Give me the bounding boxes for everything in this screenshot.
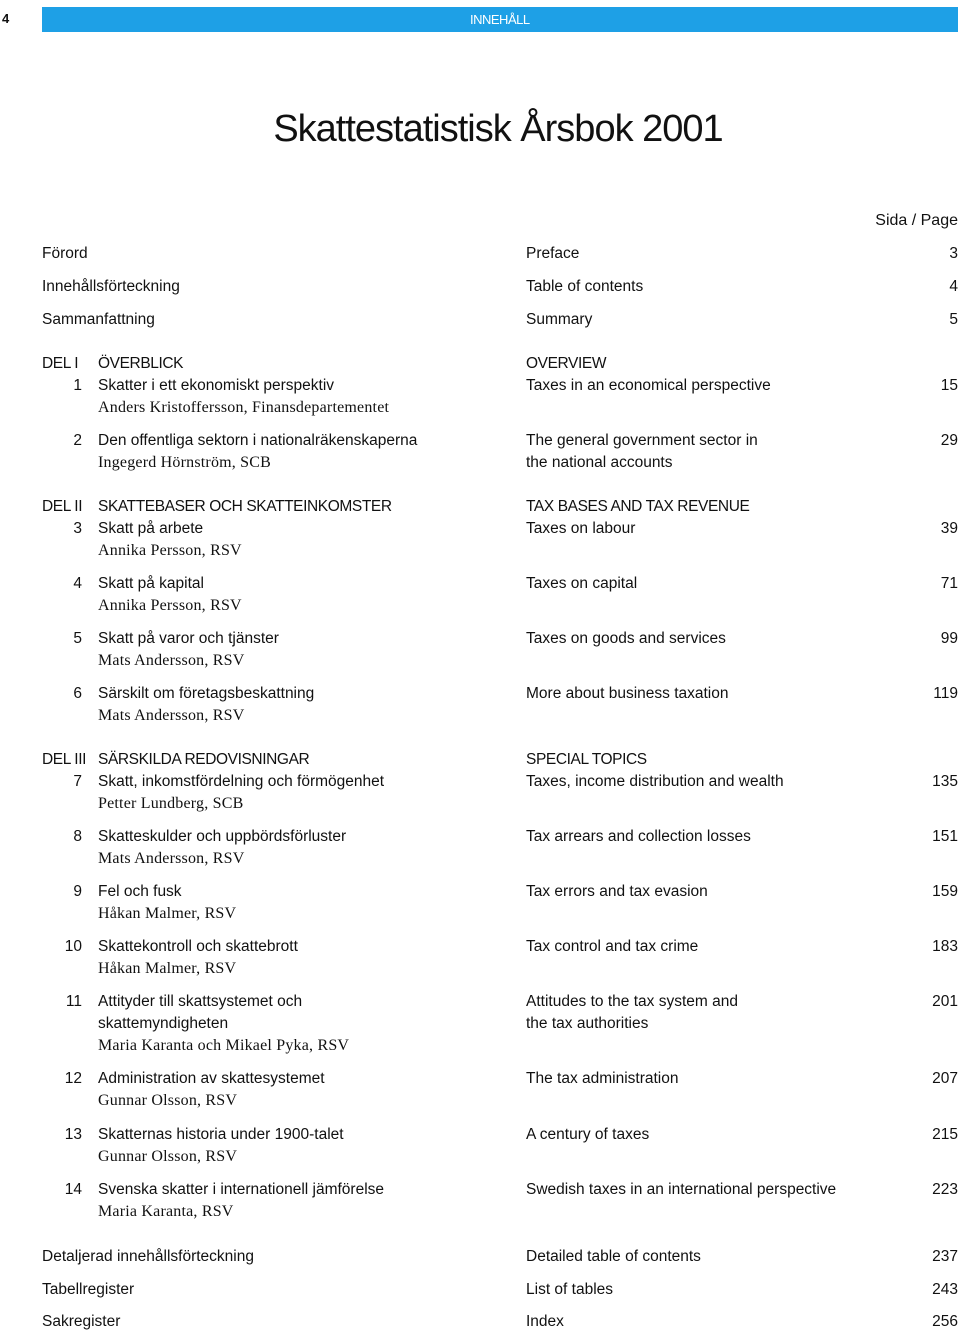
chapter-page: 223 xyxy=(932,1181,958,1198)
toc-page-number: 5 xyxy=(949,311,958,328)
part-label: DEL II xyxy=(42,498,83,515)
toc-entry-sv[interactable]: Tabellregister xyxy=(42,1281,135,1298)
chapter-title-en[interactable]: More about business taxation xyxy=(526,685,729,702)
toc-page-number: 237 xyxy=(932,1248,958,1265)
chapter-title-sv[interactable]: Skatt på varor och tjänster xyxy=(98,630,279,647)
chapter-author: Maria Karanta och Mikael Pyka, RSV xyxy=(98,1037,350,1054)
chapter-title-sv[interactable]: Skattekontroll och skattebrott xyxy=(98,938,298,955)
page-number: 4 xyxy=(2,11,10,26)
part-title-en: SPECIAL TOPICS xyxy=(526,751,647,768)
part-title-sv: SKATTEBASER OCH SKATTEINKOMSTER xyxy=(98,498,392,515)
chapter-author: Petter Lundberg, SCB xyxy=(98,795,244,812)
chapter-page: 201 xyxy=(932,993,958,1010)
chapter-page: 15 xyxy=(940,377,958,394)
chapter-number: 14 xyxy=(64,1181,82,1198)
chapter-page: 29 xyxy=(940,432,958,449)
chapter-page: 39 xyxy=(940,520,958,537)
toc-entry-sv[interactable]: Detaljerad innehållsförteckning xyxy=(42,1248,254,1265)
chapter-page: 151 xyxy=(932,828,958,845)
toc-page-number: 3 xyxy=(949,245,958,262)
toc-entry-sv[interactable]: Innehållsförteckning xyxy=(42,278,180,295)
chapter-title-sv[interactable]: Skatt på arbete xyxy=(98,520,204,537)
chapter-number: 6 xyxy=(73,685,82,702)
part-title-en: OVERVIEW xyxy=(526,355,607,372)
chapter-page: 183 xyxy=(932,938,958,955)
toc-page-number: 4 xyxy=(949,278,958,295)
chapter-author: Mats Andersson, RSV xyxy=(98,652,245,669)
chapter-title-en-cont[interactable]: the tax authorities xyxy=(526,1015,649,1032)
chapter-author: Håkan Malmer, RSV xyxy=(98,905,237,922)
chapter-title-en[interactable]: Tax errors and tax evasion xyxy=(526,883,708,900)
chapter-number: 12 xyxy=(64,1070,82,1087)
chapter-number: 4 xyxy=(73,575,82,592)
chapter-number: 5 xyxy=(73,630,82,647)
toc-entry-en[interactable]: Summary xyxy=(526,311,593,328)
chapter-author: Anders Kristoffersson, Finansdepartementet xyxy=(98,399,390,416)
chapter-title-en-cont[interactable]: the national accounts xyxy=(526,454,673,471)
part-title-sv: ÖVERBLICK xyxy=(98,355,184,372)
chapter-author: Gunnar Olsson, RSV xyxy=(98,1148,238,1165)
chapter-title-en[interactable]: Swedish taxes in an international perspective xyxy=(526,1181,837,1198)
chapter-page: 119 xyxy=(933,685,958,702)
chapter-title-en[interactable]: Tax control and tax crime xyxy=(526,938,699,955)
chapter-title-sv[interactable]: Skatter i ett ekonomiskt perspektiv xyxy=(98,377,335,394)
chapter-title-sv[interactable]: Skatteskulder och uppbördsförluster xyxy=(98,828,347,845)
chapter-page: 207 xyxy=(932,1070,958,1087)
page-title: Skattestatistisk Årsbok 2001 xyxy=(273,108,723,150)
chapter-title-en[interactable]: The general government sector in xyxy=(526,432,758,449)
part-label: DEL I xyxy=(42,355,79,372)
chapter-author: Maria Karanta, RSV xyxy=(98,1203,234,1220)
chapter-title-sv-cont[interactable]: skattemyndigheten xyxy=(98,1015,229,1032)
chapter-title-sv[interactable]: Den offentliga sektorn i nationalräkenskaperna xyxy=(98,432,418,449)
chapter-title-en[interactable]: The tax administration xyxy=(526,1070,679,1087)
toc-page-number: 256 xyxy=(932,1313,958,1330)
chapter-author: Gunnar Olsson, RSV xyxy=(98,1092,238,1109)
chapter-title-en[interactable]: Taxes in an economical perspective xyxy=(526,377,771,394)
chapter-number: 13 xyxy=(64,1126,82,1143)
toc-entry-sv[interactable]: Sakregister xyxy=(42,1313,121,1330)
section-title: INNEHÅLL xyxy=(470,12,530,27)
column-header-page: Sida / Page xyxy=(875,212,958,229)
chapter-author: Annika Persson, RSV xyxy=(98,597,242,614)
chapter-title-en[interactable]: Taxes on labour xyxy=(526,520,636,537)
toc-entry-en[interactable]: Index xyxy=(526,1313,564,1330)
chapter-number: 3 xyxy=(73,520,82,537)
part-title-sv: SÄRSKILDA REDOVISNINGAR xyxy=(98,751,310,768)
chapter-author: Mats Andersson, RSV xyxy=(98,707,245,724)
chapter-number: 10 xyxy=(64,938,82,955)
toc-entry-sv[interactable]: Sammanfattning xyxy=(42,311,155,328)
chapter-page: 135 xyxy=(932,773,958,790)
chapter-title-sv[interactable]: Skatternas historia under 1900-talet xyxy=(98,1126,344,1143)
toc-entry-en[interactable]: Detailed table of contents xyxy=(526,1248,701,1265)
chapter-title-en[interactable]: Taxes on capital xyxy=(526,575,638,592)
chapter-number: 7 xyxy=(73,773,82,790)
chapter-page: 159 xyxy=(932,883,958,900)
chapter-number: 8 xyxy=(73,828,82,845)
part-title-en: TAX BASES AND TAX REVENUE xyxy=(526,498,750,515)
chapter-number: 9 xyxy=(73,883,82,900)
chapter-title-sv[interactable]: Fel och fusk xyxy=(98,883,182,900)
chapter-title-en[interactable]: Attitudes to the tax system and xyxy=(526,993,738,1010)
chapter-author: Håkan Malmer, RSV xyxy=(98,960,237,977)
chapter-author: Annika Persson, RSV xyxy=(98,542,242,559)
chapter-title-sv[interactable]: Svenska skatter i internationell jämförelse xyxy=(98,1181,385,1198)
chapter-title-sv[interactable]: Särskilt om företagsbeskattning xyxy=(98,685,315,702)
chapter-number: 1 xyxy=(73,377,82,394)
toc-entry-en[interactable]: List of tables xyxy=(526,1281,614,1298)
section-banner xyxy=(42,7,958,32)
chapter-title-en[interactable]: Taxes on goods and services xyxy=(526,630,726,647)
chapter-number: 11 xyxy=(65,993,82,1010)
toc-entry-en[interactable]: Table of contents xyxy=(526,278,644,295)
part-label: DEL III xyxy=(42,751,87,768)
toc-entry-sv[interactable]: Förord xyxy=(42,245,88,262)
chapter-author: Mats Andersson, RSV xyxy=(98,850,245,867)
chapter-author: Ingegerd Hörnström, SCB xyxy=(98,454,272,471)
chapter-page: 99 xyxy=(940,630,958,647)
chapter-page: 71 xyxy=(940,575,958,592)
chapter-title-en[interactable]: Taxes, income distribution and wealth xyxy=(526,773,784,790)
chapter-title-sv[interactable]: Administration av skattesystemet xyxy=(98,1070,325,1087)
chapter-title-en[interactable]: Tax arrears and collection losses xyxy=(526,828,751,845)
chapter-page: 215 xyxy=(932,1126,958,1143)
chapter-title-sv[interactable]: Attityder till skattsystemet och xyxy=(98,993,303,1010)
toc-page-number: 243 xyxy=(932,1281,958,1298)
chapter-title-sv[interactable]: Skatt, inkomstfördelning och förmögenhet xyxy=(98,773,385,790)
chapter-number: 2 xyxy=(73,432,82,449)
chapter-title-sv[interactable]: Skatt på kapital xyxy=(98,575,204,592)
toc-entry-en[interactable]: Preface xyxy=(526,245,580,262)
chapter-title-en[interactable]: A century of taxes xyxy=(526,1126,650,1143)
